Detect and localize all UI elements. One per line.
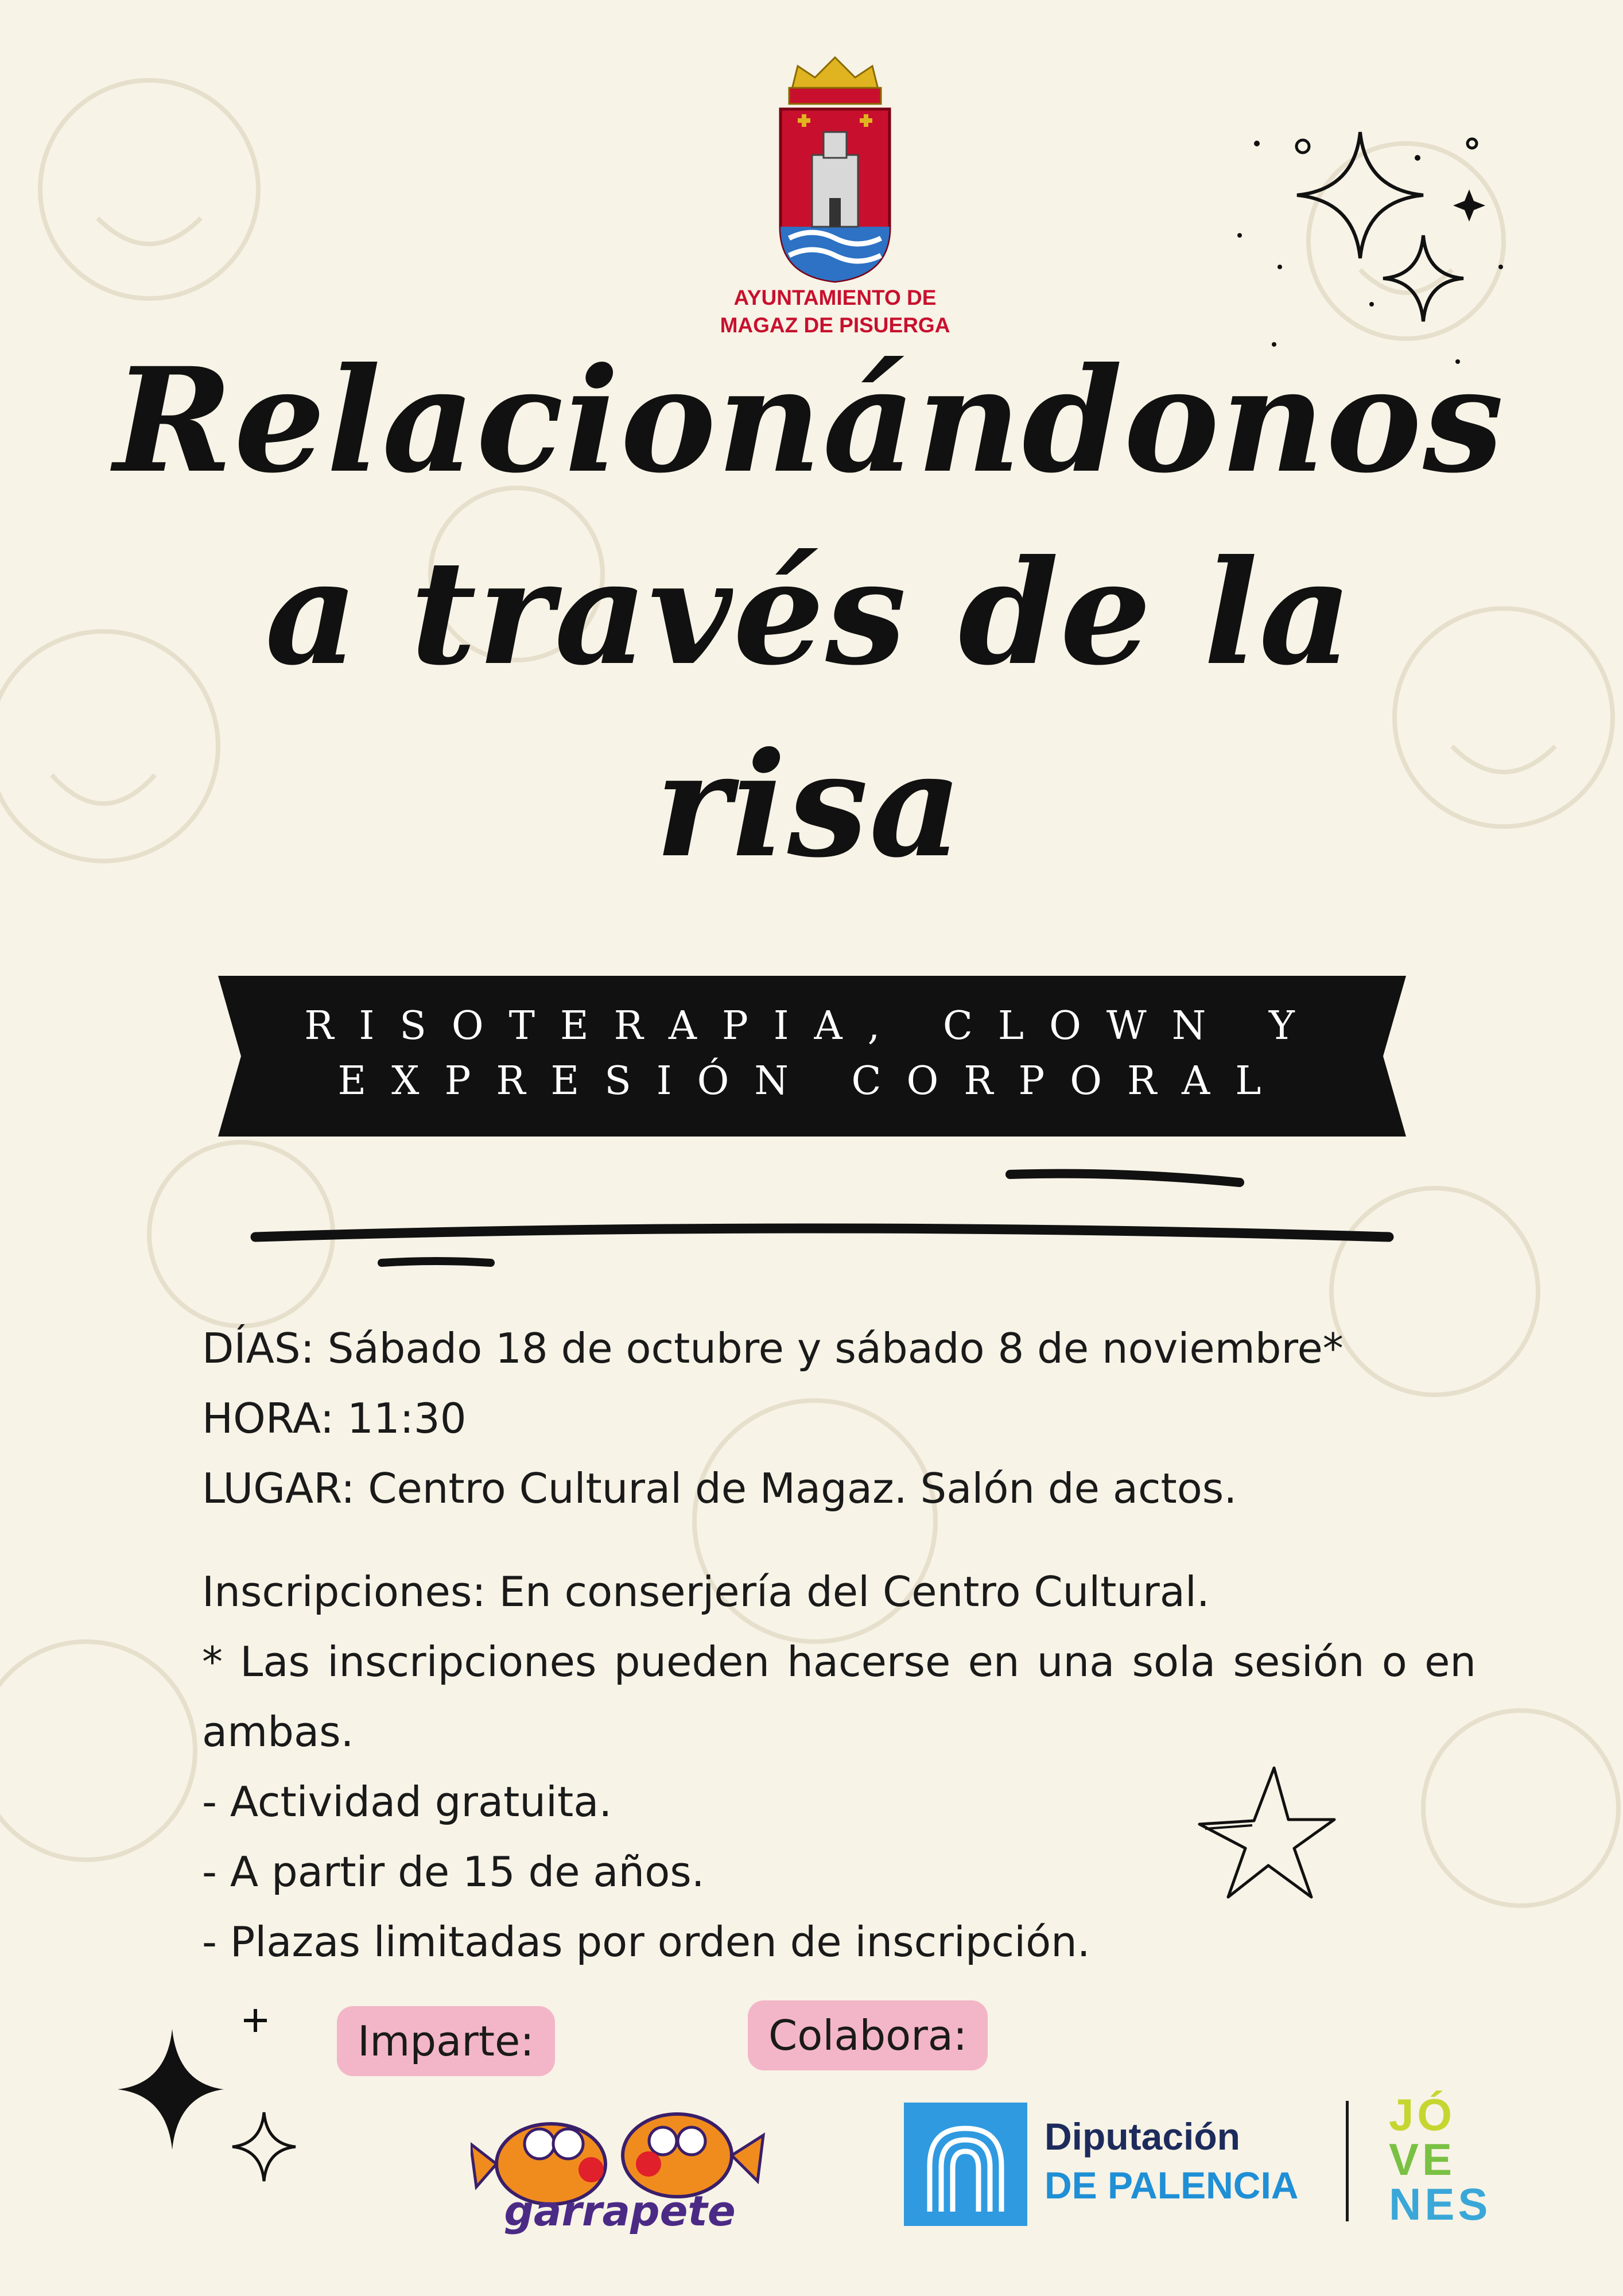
logo-divider (1346, 2101, 1349, 2221)
info-hora: HORA: 11:30 (202, 1394, 467, 1442)
jovenes-line2: VE (1389, 2134, 1456, 2185)
info-lugar: LUGAR: Centro Cultural de Magaz. Salón de actos. (202, 1464, 1237, 1512)
garrapete-logo-text: garrapete (504, 2187, 736, 2235)
page-title (103, 324, 1515, 901)
imparte-label: Imparte: (337, 2006, 555, 2076)
banner-line1: RISOTERAPIA, CLOWN Y (304, 1003, 1320, 1049)
title-line1: Relacionándonos (113, 336, 1505, 505)
diputacion-line1: Diputación (1045, 2115, 1240, 2158)
organization-line1: AYUNTAMIENTO DE (733, 286, 937, 309)
title-line3: risa (655, 720, 964, 889)
jovenes-logo (1389, 2089, 1521, 2229)
organization-line2: MAGAZ DE PISUERGA (720, 313, 950, 337)
diputacion-line2: DE PALENCIA (1045, 2164, 1299, 2206)
brush-strokes (0, 1148, 1623, 1286)
jovenes-line1: JÓ (1389, 2089, 1456, 2140)
info-sesiones: * Las inscripciones pueden hacerse en una sola sesión o en ambas. (202, 1638, 1476, 1756)
banner-text (298, 999, 1326, 1109)
sparkle-star-icon (109, 2003, 316, 2210)
jovenes-line3: NES (1389, 2179, 1492, 2229)
diputacion-logo (904, 2103, 1027, 2226)
coat-of-arms-icon (775, 55, 895, 284)
info-inscripciones: Inscripciones: En conserjería del Centro Cultural. (202, 1568, 1210, 1616)
info-gratuita: - Actividad gratuita. (202, 1778, 612, 1826)
info-dias: DÍAS: Sábado 18 de octubre y sábado 8 de noviembre* (202, 1324, 1344, 1372)
info-plazas: - Plazas limitadas por orden de inscripción. (202, 1918, 1090, 1966)
banner-line2: EXPRESIÓN CORPORAL (337, 1058, 1287, 1104)
diputacion-name (1045, 2112, 1366, 2210)
info-edad: - A partir de 15 de años. (202, 1848, 705, 1896)
diputacion-arch-icon (904, 2103, 1027, 2226)
title-line2: a través de la (265, 528, 1354, 697)
colabora-label: Colabora: (748, 2000, 988, 2070)
outline-star-icon (1188, 1756, 1343, 1906)
